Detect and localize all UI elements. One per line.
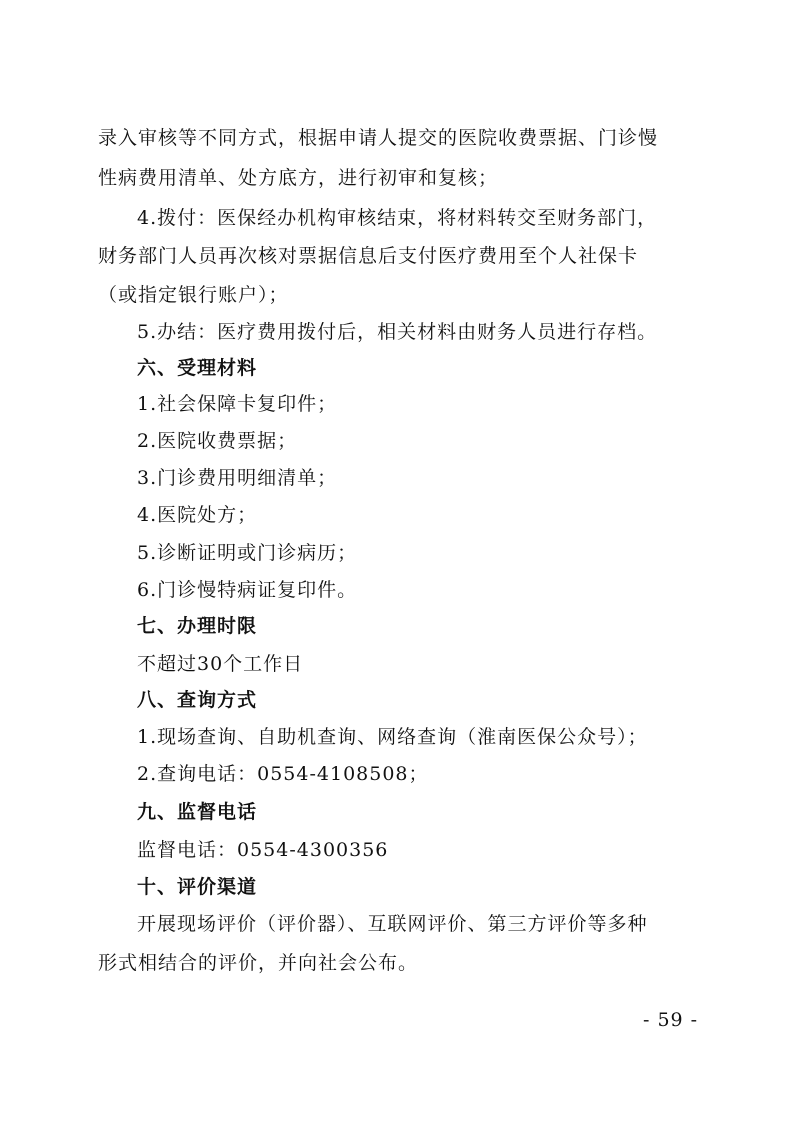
list-item: 2.查询电话：0554-4108508； <box>137 763 429 785</box>
paragraph-line: 形式相结合的评价，并向社会公布。 <box>98 952 419 974</box>
paragraph-line: 开展现场评价（评价器）、互联网评价、第三方评价等多种 <box>137 913 648 935</box>
section-heading: 十、评价渠道 <box>137 876 258 898</box>
list-item: 1.社会保障卡复印件； <box>137 393 338 415</box>
list-item: 1.现场查询、自助机查询、网络查询（淮南医保公众号）； <box>137 726 648 748</box>
paragraph-line: 4.拨付：医保经办机构审核结束，将材料转交至财务部门， <box>137 207 658 229</box>
paragraph-line: 不超过30个工作日 <box>137 653 304 675</box>
section-heading: 九、监督电话 <box>137 801 258 823</box>
list-item: 2.医院收费票据； <box>137 430 298 452</box>
section-heading: 八、查询方式 <box>137 689 258 711</box>
list-item: 5.诊断证明或门诊病历； <box>137 542 358 564</box>
list-item: 6.门诊慢特病证复印件。 <box>137 579 358 601</box>
paragraph-line: 监督电话：0554-4300356 <box>137 839 389 861</box>
paragraph-line: （或指定银行账户）； <box>98 284 289 306</box>
paragraph-line: 5.办结：医疗费用拨付后，相关材料由财务人员进行存档。 <box>137 321 658 343</box>
page-number: - 59 - <box>643 1009 699 1031</box>
paragraph-line: 财务部门人员再次核对票据信息后支付医疗费用至个人社保卡 <box>98 245 639 267</box>
list-item: 3.门诊费用明细清单； <box>137 467 338 489</box>
list-item: 4.医院处方； <box>137 504 258 526</box>
section-heading: 七、办理时限 <box>137 615 258 637</box>
section-heading: 六、受理材料 <box>137 357 258 379</box>
paragraph-line: 录入审核等不同方式，根据申请人提交的医院收费票据、门诊慢 <box>98 127 659 149</box>
paragraph-line: 性病费用清单、处方底方，进行初审和复核； <box>98 167 499 189</box>
